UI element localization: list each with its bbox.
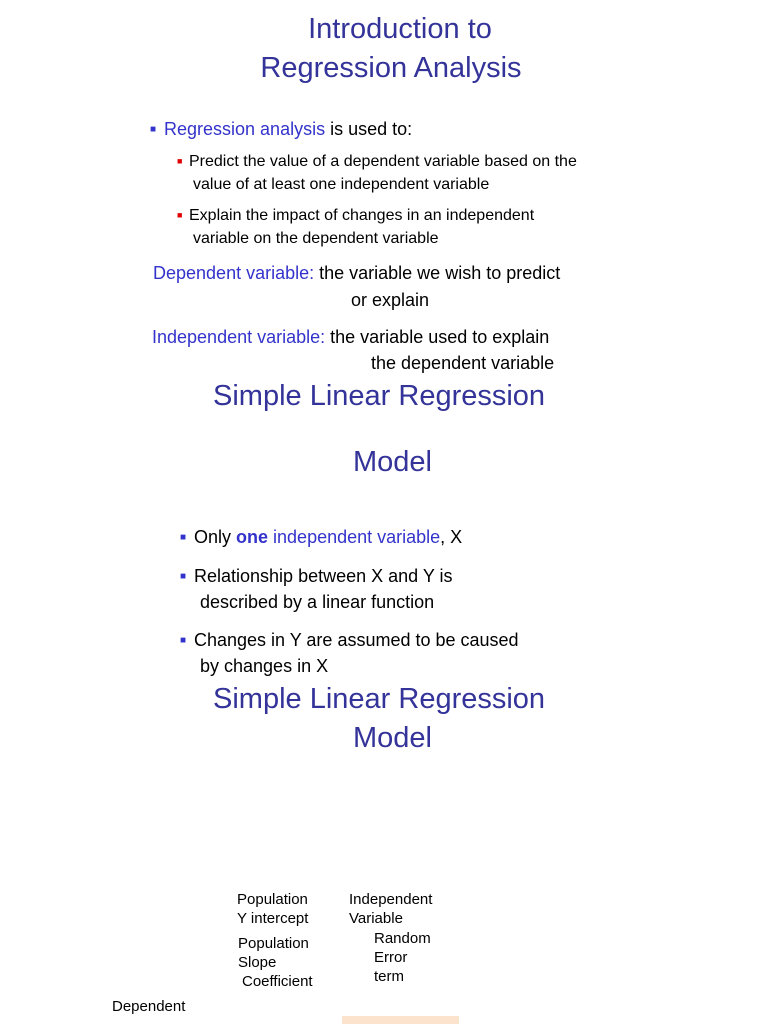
slide2-title-line2: Model	[353, 446, 432, 478]
bullet-main-rest: is used to:	[325, 119, 413, 139]
indep-def-line1: the variable used to explain	[325, 327, 550, 347]
b1-post: , X	[440, 527, 463, 547]
square-bullet-icon: ■	[180, 571, 187, 582]
bullet-only-one	[180, 527, 462, 548]
pop-intercept-line2: Y intercept	[237, 910, 309, 927]
random-error-line3: term	[374, 968, 404, 985]
sub-bullet-predict	[177, 153, 577, 171]
indep-def-line2: the dependent variable	[371, 353, 555, 373]
pop-intercept-line1: Population	[237, 891, 308, 908]
slide1-title-line2: Regression Analysis	[260, 52, 522, 84]
bullet-changes	[180, 630, 519, 651]
random-error-line1: Random	[374, 930, 431, 947]
b2-line1: Relationship between X and Y is	[194, 566, 453, 586]
slide1-title-line1: Introduction to	[308, 13, 492, 45]
sub-bullet-explain	[177, 207, 534, 225]
dep-def-line1: the variable we wish to predict	[314, 263, 561, 283]
red-square-bullet-icon: ■	[177, 210, 183, 220]
bullet-relationship	[180, 566, 453, 587]
dependent-variable-definition	[153, 263, 560, 284]
pop-slope-line3: Coefficient	[242, 973, 313, 990]
sub2-line1: Explain the impact of changes in an independent	[189, 207, 535, 224]
random-error-line2: Error	[374, 949, 408, 966]
b3-line1: Changes in Y are assumed to be caused	[194, 630, 519, 650]
independent-variable-label	[349, 890, 432, 928]
equation-box	[342, 1016, 459, 1024]
square-bullet-icon: ■	[180, 532, 187, 543]
sub1-line2: value of at least one independent variable	[193, 176, 490, 193]
square-bullet-icon: ■	[150, 124, 157, 135]
red-square-bullet-icon: ■	[177, 156, 183, 166]
independent-variable-term: Independent variable:	[152, 327, 326, 347]
slide2-title-line1: Simple Linear Regression	[213, 380, 546, 412]
b1-pre: Only	[194, 527, 237, 547]
slide3-title-line1: Simple Linear Regression	[213, 683, 546, 715]
population-slope-label	[238, 934, 313, 991]
square-bullet-icon: ■	[180, 635, 187, 646]
independent-variable-definition	[152, 327, 549, 348]
bullet-regression-analysis	[150, 119, 412, 140]
sub2-line2: variable on the dependent variable	[193, 230, 439, 247]
indep-var-line1: Independent	[349, 891, 433, 908]
b3-line2: by changes in X	[200, 656, 329, 676]
dep-def-line2: or explain	[351, 290, 430, 310]
dependent-variable-label: Dependent	[112, 998, 186, 1015]
random-error-label	[374, 929, 431, 986]
b2-line2: described by a linear function	[200, 592, 435, 612]
sub1-line1: Predict the value of a dependent variable based on the	[189, 153, 577, 170]
b1-bold: one	[236, 527, 269, 547]
dependent-variable-term: Dependent variable:	[153, 263, 315, 283]
regression-analysis-term: Regression analysis	[164, 119, 326, 139]
indep-var-line2: Variable	[349, 910, 403, 927]
pop-slope-line1: Population	[238, 935, 309, 952]
b1-term: independent variable	[268, 527, 441, 547]
population-y-intercept-label	[237, 890, 308, 928]
slide3-title-line2: Model	[353, 722, 432, 754]
pop-slope-line2: Slope	[238, 954, 277, 971]
